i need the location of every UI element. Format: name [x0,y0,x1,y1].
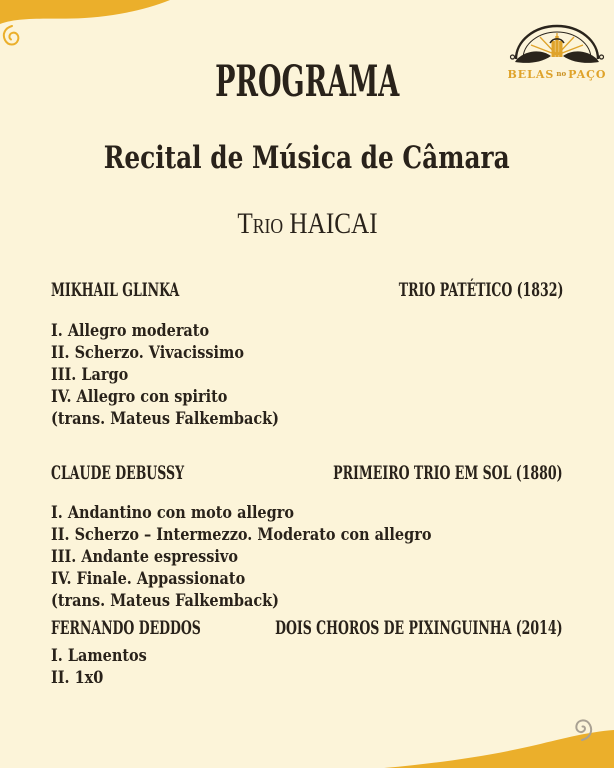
recital-subtitle: Recital de Música de Câmara [104,140,510,176]
wave-shape [0,0,170,24]
page-title: PROGRAMA [214,57,400,107]
movement-line: IV. Finale. Appassionato [51,569,246,589]
transcription-credit: (trans. Mateus Falkemback) [51,409,280,429]
recital-subtitle-row [0,140,614,176]
movement-list-glinka [51,320,319,430]
section-heading-glinka [51,279,563,301]
bottom-right-wave-ornament [384,688,614,768]
movement-line: I. Lamentos [51,646,147,666]
movement-line: I. Andantino con moto allegro [51,503,294,523]
wave-shape [384,730,614,768]
ensemble-name: Trio HAICAI [236,207,378,240]
movement-list-debussy [51,502,499,612]
spiral-flourish-icon [4,26,19,45]
logo-word-belas: BELAS [507,68,555,81]
spiral-flourish-icon [576,720,591,740]
movement-line: II. Scherzo – Intermezzo. Moderato con allegro [51,525,432,545]
composer-name: MIKHAIL GLINKA [51,279,180,301]
movement-line: III. Andante espressivo [51,547,238,567]
transcription-credit: (trans. Mateus Falkemback) [51,591,280,611]
composer-name: FERNANDO DEDDOS [51,617,201,639]
movement-line: II. 1x0 [51,668,104,688]
page-title-row [0,57,614,107]
piece-title: DOIS CHOROS DE PIXINGUINHA (2014) [275,617,563,639]
top-left-wave-ornament [0,0,190,60]
composer-name: CLAUDE DEBUSSY [51,462,185,484]
movement-line: III. Largo [51,365,129,385]
section-heading-debussy [51,462,563,484]
section-heading-deddos [51,617,563,639]
movement-list-deddos [51,645,164,689]
movement-line: I. Allegro moderato [51,321,210,341]
movement-line: II. Scherzo. Vivacissimo [51,343,244,363]
piece-title: PRIMEIRO TRIO EM SOL (1880) [333,462,563,484]
logo-word-no: no [556,69,567,78]
movement-line: IV. Allegro con spirito [51,387,228,407]
logo-word-paco: PAÇO [568,68,607,81]
piece-title: TRIO PATÉTICO (1832) [398,279,563,301]
ensemble-name-row [0,207,614,241]
